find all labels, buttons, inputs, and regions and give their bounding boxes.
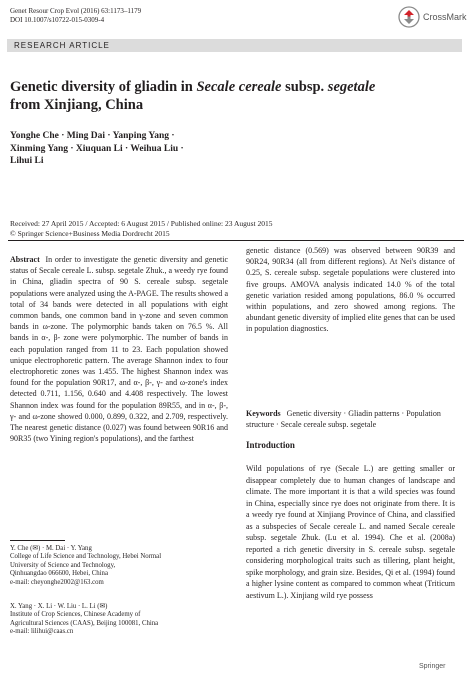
affiliation-line: College of Life Science and Technology, Hebei Normal [10,553,162,561]
publisher-logo: Springer [419,663,446,670]
keywords-label: Keywords [246,409,281,418]
doi-line: DOI 10.1007/s10722-015-0309-4 [10,16,105,24]
abstract-right: genetic distance (0.569) was observed between 90R39 and 90R24, 90R34 (all from different regions). At Nei's distance of 0.25, S. cereale subsp. segetale populations were clustered into five groups. AMOVA analysis indicated 14.0 % of the total genetic variation resided among populations, 86.0 % occurred within populations, and zero showed among regions. The abundant genetic diversity of implied elite genes that can be used in population diagnostics. [246,246,455,334]
affiliation-2 [10,603,210,637]
affiliation-1 [10,545,210,587]
author-line: Lihui Li [10,156,44,166]
crossmark-badge[interactable] [398,6,467,28]
email-link[interactable]: e-mail: lilihui@caas.cn [10,628,74,636]
keywords [246,408,455,430]
copyright-line: © Springer Science+Business Media Dordrecht 2015 [10,229,170,238]
affiliation-line: Y. Che (✉) · M. Dai · Y. Yang [10,545,92,552]
affiliation-line: Institute of Crop Sciences, Chinese Academy of [10,611,141,619]
abstract-text: In order to investigate the genetic diversity and genetic status of Secale cereale L. subsp. segetale Zhuk., a weedy rye found in China, gliadin spectra of 90 S. cereale subsp. segetale populations were analyzed using the A-PAGE. The results showed a total of 34 bands were detected in all populations with eight common bands, one common band in γ-zone and seven common bands in ω-zone. The polymorphic bands taken on 76.5 %. All bands in α-, β- zone were polymorphic. The number of bands in each population ranged from 11 to 23. Each population showed unique electrophoretic pattern. The average Shannon index to four electrophoretic zones was 1.455. The highest Shannon index was found for the population 90R17, and α-, β-, γ- and ω-zone's index detected 0.711, 1.156, 0.640 and 4.408 respectively. The lowest Shannon index was found for the population 89R55, and in α-, β-, γ- and ω-zone showed 0.000, 0.899, 0.322, and 2.709, respectively. The nearest genetic distance (0.027) was found between 90R16 and 90R35 (two Yining region's populations), and the farthest [10,255,228,444]
crossmark-icon [398,6,420,28]
introduction-text: Wild populations of rye (Secale L.) are getting smaller or disappear completely due to human changes of landscape and climate. The more important it is that a wild species was found in China, especially since rye does not originate from there. It is a weedy rye found at Xinjiang Province of China, and classified as a subspecies of Secale cereale L. and named Secale cereale subsp. segetale Zhuk. (Lu et al. 1994). Che et al. (2008a) reported a rich genetic diversity in S. cereale subsp. segetale considering morphological traits such as tillering, plant height, spike morphology, and grain size. Besides, Qi et al. (1994) found a higher lysine content as compared to common wheat (Triticum aestivum L.). Xinjiang wild rye possess [246,464,455,600]
dates-line: Received: 27 April 2015 / Accepted: 6 August 2015 / Published online: 23 August 2015 [10,219,273,228]
affiliation-line: Qinhuangdao 066600, Hebei, China [10,570,108,578]
author-list [10,130,250,168]
keywords-text: Genetic diversity · Gliadin patterns · Population structure · Secale cereale subsp. segetale [246,409,441,430]
author-line: Xinming Yang · Xiuquan Li · Weihua Liu · [10,143,184,154]
email-link[interactable]: e-mail: cheyonghe2002@163.com [10,578,104,586]
title-subspecies: segetale [327,79,376,95]
title-text: subsp. [281,79,328,95]
affiliation-line: X. Yang · X. Li · W. Liu · L. Li (✉) [10,603,108,610]
title-text: Genetic diversity of gliadin in [10,79,197,95]
crossmark-label: CrossMark [423,12,467,22]
affiliation-line: Agricultural Sciences (CAAS), Beijing 100081, China [10,619,159,627]
abstract-left [10,254,228,444]
divider [8,240,464,241]
journal-line: Genet Resour Crop Evol (2016) 63:1173–1179 [10,7,142,15]
title-text: from Xinjiang, China [10,97,144,113]
article-title [10,78,450,114]
author-line: Yonghe Che · Ming Dai · Yanping Yang · [10,131,175,141]
abstract-label: Abstract [10,255,40,264]
affiliation-line: University of Science and Technology, [10,561,116,569]
journal-citation [10,7,141,25]
title-species: Secale cereale [196,79,282,95]
publication-dates [10,219,272,239]
footnote-rule [10,540,65,541]
introduction-heading: Introduction [246,440,295,450]
section-label: RESEARCH ARTICLE [14,41,110,50]
